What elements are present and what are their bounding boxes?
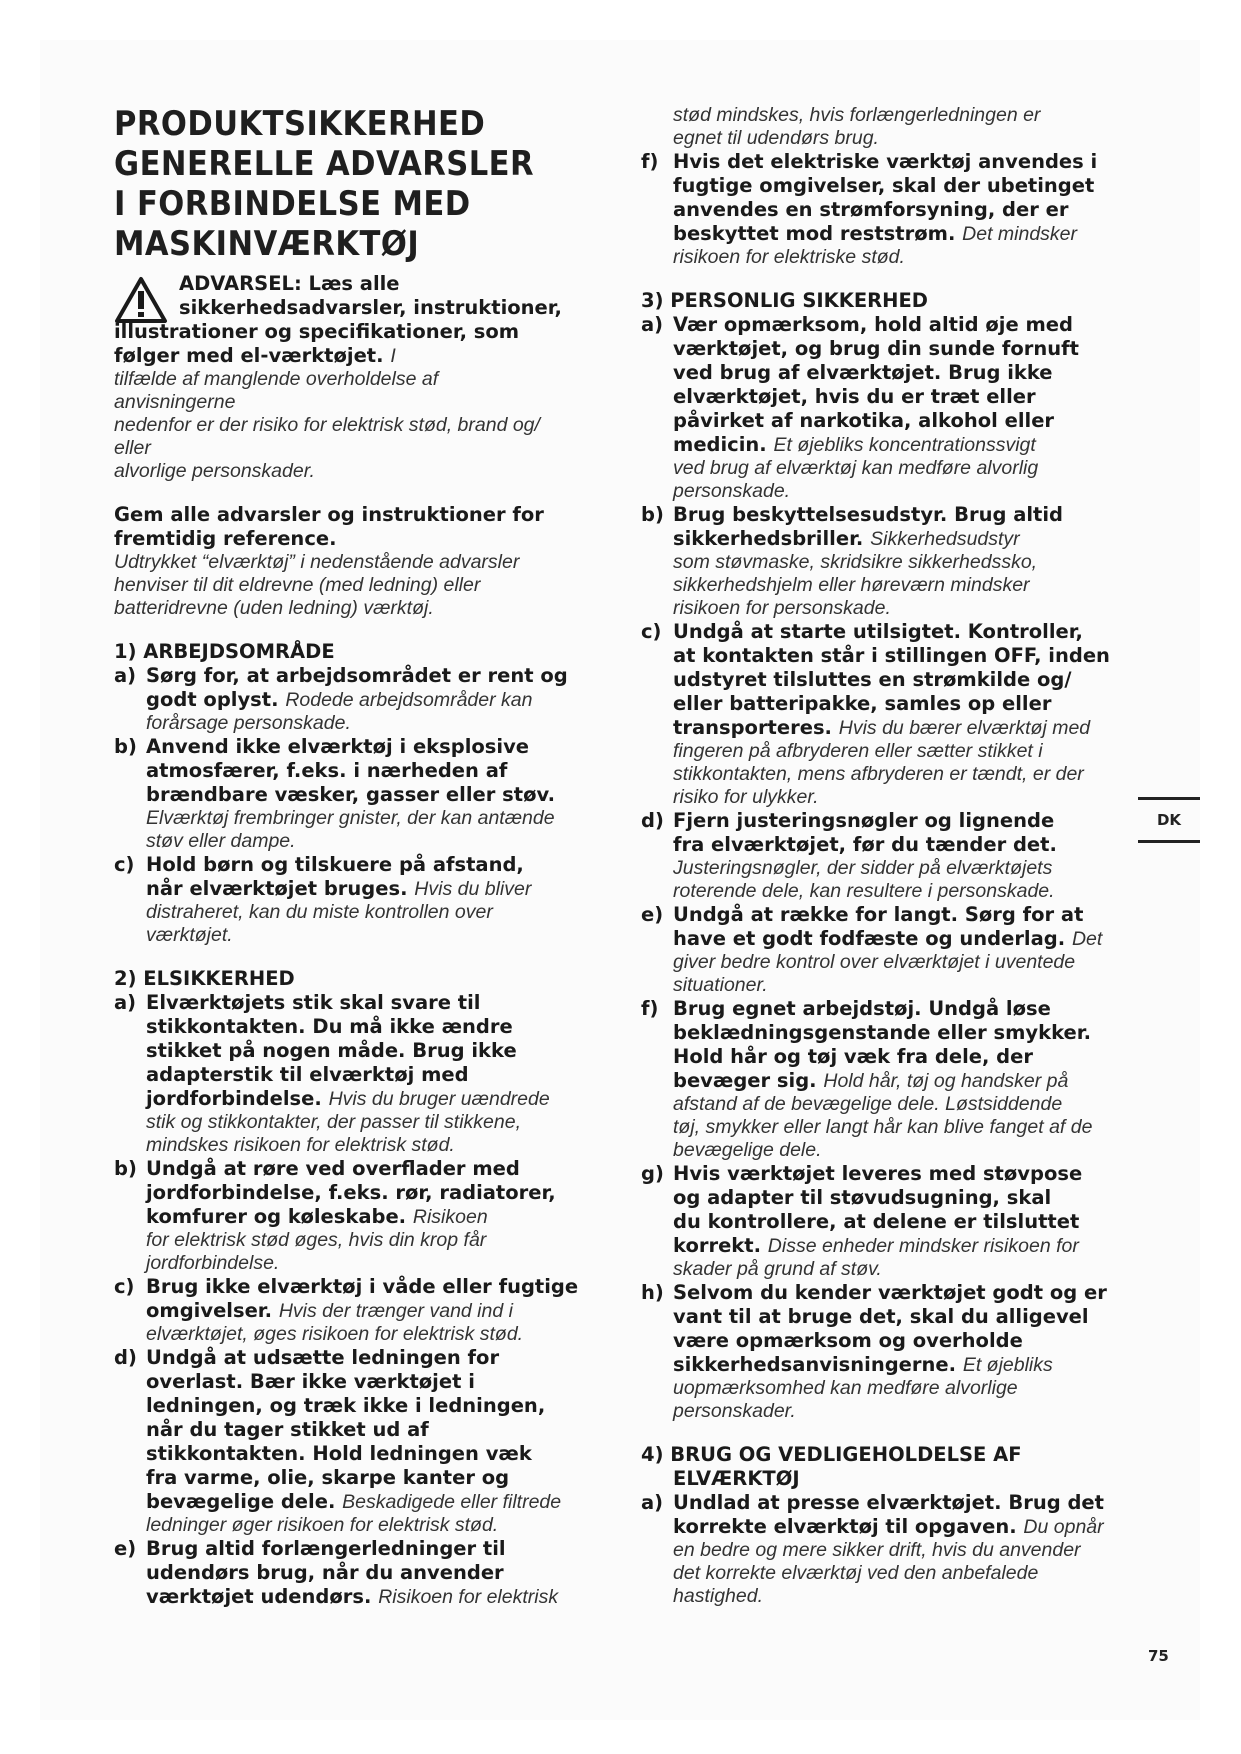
page-number: 75 [1148,1647,1169,1665]
warning-block: ADVARSEL: Læs alle sikkerhedsadvarsler, instruktioner, illustrationer og specifikationer, som følger med el-værktøjet. I tilfælde af manglende overholdelse af anvisningerne nedenfor er der risiko for elektrisk stød, brand og/ eller alvorlige personskader. [114,272,562,482]
list-item: a) Undlad at presse elværktøjet. Brug det korrekte elværktøj til opgaven. Du opnår en bedre og mere sikker drift, hvis du anvender det korrekte elværktøj ved den anbefalede hastighed. [641,1491,1104,1607]
list-item: a) Sørg for, at arbejdsområdet er rent og godt oplyst. Rodede arbejdsområder kan forårsage personskade. [114,664,568,734]
list-item: d) Fjern justeringsnøgler og lignende fra elværktøjet, før du tænder det. Justeringsnøgler, der sidder på elværktøjets roterende dele, kan resultere i personskade. [641,809,1057,902]
keep-instructions: Gem alle advarsler og instruktioner for fremtidig reference. Udtrykket “elværktøj” i nedenstående advarsler henviser til dit eldrevne (med ledning) eller batteridrevne (uden ledning) værktøj. [114,503,544,619]
list-item: g) Hvis værktøjet leveres med støvpose og adapter til støvudsugning, skal du kontrollere, at delene er tilsluttet korrekt. Disse enheder mindsker risikoen for skader på grund af støv. [641,1162,1083,1280]
list-item: f) Brug egnet arbejdstøj. Undgå løse beklædningsgenstande eller smykker. Hold hår og tøj væk fra dele, der bevæger sig. Hold hår, tøj og handsker på afstand af de bevægelige dele. Løstsiddende tøj, smykker eller langt hår kan blive fanget af de bevægelige dele. [641,997,1093,1161]
section-work-area: 1) ARBEJDSOMRÅDE a) Sørg for, at arbejdsområdet er rent og godt oplyst. Rodede arbejdsområder kan forårsage personskade. b) Anvend ikke elværktøj i eksplosive atmosfærer, f.eks. i nærheden af brændbare væsker, gasser eller støv. Elværktøj frembringer gnister, der kan antænde støv eller dampe. c) Hold børn og tilskuere på afstand, når elværktøjet bruges. Hvis du bliver distraheret, kan du miste kontrollen over værktøjet. [114,640,614,947]
warning-triangle-icon [114,276,168,324]
continued-text: stød mindskes, hvis forlængerledningen er egnet til udendørs brug. [673,104,1041,149]
page-title: PRODUKTSIKKERHED GENERELLE ADVARSLER I FORBINDELSE MED MASKINVÆRKTØJ [114,104,535,264]
section-electrical-safety: 2) ELSIKKERHED a) Elværktøjets stik skal svare til stikkontakten. Du må ikke ændre stikket på nogen måde. Brug ikke adapterstik til elværktøj med jordforbindelse. Hvis du bruger uændrede stik og stikkontakter, der passer til stikkene, mindskes risikoen for elektrisk stød. b) Undgå at røre ved overflader med jordforbindelse, f.eks. rør, radiatorer, komfurer og køleskabe. Risikoen for elektrisk stød øges, hvis din krop får jordforbindelse. c) Brug ikke elværktøj i våde eller fugtige omgivelser. Hvis der trænger vand ind i elværktøjet, øges risikoen for elektrisk stød. d) Undgå at udsætte ledningen for overlast. Bær ikke værktøjet i ledningen, og træk ikke i ledningen, når du tager stikket ud af stikkontakten. Hold ledningen væk fra varme, olie, skarpe kanter og bevægelige dele. Beskadigede eller filtrede ledninger øger risikoen for elektrisk stød. e) Brug altid forlængerledninger til udendørs brug, når du anvender værktøjet udendørs. Risikoen for elektrisk [114,967,614,1609]
list-item: d) Undgå at udsætte ledningen for overlast. Bær ikke værktøjet i ledningen, og træk ikke i ledningen, når du tager stikket ud af stikkontakten. Hold ledningen væk fra varme, olie, skarpe kanter og bevægelige dele. Beskadigede eller filtrede ledninger øger risikoen for elektrisk stød. [114,1346,562,1536]
section-personal-safety: 3) PERSONLIG SIKKERHED a) Vær opmærksom, hold altid øje med værktøjet, og brug din sunde fornuft ved brug af elværktøjet. Brug ikke elværktøjet, hvis du er træt eller påvirket af narkotika, alkohol eller medicin. Et øjebliks koncentrationssvigt ved brug af elværktøj kan medføre alvorlig personskade. b) Brug beskyttelsesudstyr. Brug altid sikkerhedsbriller. Sikkerhedsudstyr som støvmaske, skridsikre sikkerhedssko, sikkerhedshjelm eller høreværn mindsker risikoen for personskade. c) Undgå at starte utilsigtet. Kontroller, at kontakten står i stillingen OFF, inden udstyret tilsluttes en strømkilde og/ eller batteripakke, samles op eller transporteres. Hvis du bærer elværktøj med fingeren på afbryderen eller sætter stikket i stikkontakten, mens afbryderen er tændt, er der risiko for ulykker. d) Fjern justeringsnøgler og lignende fra elværktøjet, før du tænder det. Justeringsnøgler, der sidder på elværktøjets roterende dele, kan resultere i personskade. e) Undgå at række for langt. Sørg for at have et godt fodfæste og underlag. Det giver bedre kontrol over elværktøjet i uventede situationer. f) Brug egnet arbejdstøj. Undgå løse beklædningsgenstande eller smykker. Hold hår og tøj væk fra dele, der bevæger sig. Hold hår, tøj og handsker på afstand af de bevægelige dele. Løstsiddende tøj, smykker eller langt hår kan blive fanget af de bevægelige dele. g) Hvis værktøjet leveres med støvpose og adapter til støvudsugning, skal du kontrollere, at delene er tilsluttet korrekt. Disse enheder mindsker risikoen for skader på grund af støv. h) Selvom du kender værktøjet godt og er vant til at bruge det, skal du alligevel være opmærksom og overholde sikkerhedsanvisningerne. Et øjebliks uopmærksomhed kan medføre alvorlige personskader. [641,289,1141,1423]
list-item: e) Brug altid forlængerledninger til udendørs brug, når du anvender værktøjet udendørs. Risikoen for elektrisk [114,1537,559,1608]
list-item: a) Vær opmærksom, hold altid øje med værktøjet, og brug din sunde fornuft ved brug af elværktøjet. Brug ikke elværktøjet, hvis du er træt eller påvirket af narkotika, alkohol eller medicin. Et øjebliks koncentrationssvigt ved brug af elværktøj kan medføre alvorlig personskade. [641,313,1079,502]
left-column [114,104,614,1609]
list-item: c) Hold børn og tilskuere på afstand, når elværktøjet bruges. Hvis du bliver distraheret, kan du miste kontrollen over værktøjet. [114,853,532,946]
language-tab: DK [1138,797,1200,843]
list-item: b) Anvend ikke elværktøj i eksplosive atmosfærer, f.eks. i nærheden af brændbare væsker, gasser eller støv. Elværktøj frembringer gnister, der kan antænde støv eller dampe. [114,735,556,852]
list-item: e) Undgå at række for langt. Sørg for at have et godt fodfæste og underlag. Det giver bedre kontrol over elværktøjet i uventede situationer. [641,903,1103,996]
list-item: b) Undgå at røre ved overflader med jordforbindelse, f.eks. rør, radiatorer, komfurer og køleskabe. Risikoen for elektrisk stød øges, hvis din krop får jordforbindelse. [114,1157,556,1274]
list-item: b) Brug beskyttelsesudstyr. Brug altid sikkerhedsbriller. Sikkerhedsudstyr som støvmaske, skridsikre sikkerhedssko, sikkerhedshjelm eller høreværn mindsker risikoen for personskade. [641,503,1063,619]
list-item: f) Hvis det elektriske værktøj anvendes i fugtige omgivelser, skal der ubetinget anvendes en strømforsyning, der er beskyttet mod reststrøm. Det mindsker risikoen for elektriske stød. [641,150,1098,268]
section-use-and-maintenance: 4) BRUG OG VEDLIGEHOLDELSE AF ELVÆRKTØJ a) Undlad at presse elværktøjet. Brug det korrekte elværktøj til opgaven. Du opnår en bedre og mere sikker drift, hvis du anvender det korrekte elværktøj ved den anbefalede hastighed. [641,1443,1141,1608]
right-column [641,104,1141,1608]
list-item: c) Undgå at starte utilsigtet. Kontroller, at kontakten står i stillingen OFF, inden udstyret tilsluttes en strømkilde og/ eller batteripakke, samles op eller transporteres. Hvis du bærer elværktøj med fingeren på afbryderen eller sætter stikket i stikkontakten, mens afbryderen er tændt, er der risiko for ulykker. [641,620,1110,808]
list-item: c) Brug ikke elværktøj i våde eller fugtige omgivelser. Hvis der trænger vand ind i elværktøjet, øges risikoen for elektrisk stød. [114,1275,579,1345]
list-item: h) Selvom du kender værktøjet godt og er vant til at bruge det, skal du alligevel være opmærksom og overholde sikkerhedsanvisningerne. Et øjebliks uopmærksomhed kan medføre alvorlige personskader. [641,1281,1107,1422]
list-item: a) Elværktøjets stik skal svare til stikkontakten. Du må ikke ændre stikket på nogen måde. Brug ikke adapterstik til elværktøj med jordforbindelse. Hvis du bruger uændrede stik og stikkontakter, der passer til stikkene, mindskes risikoen for elektrisk stød. [114,991,550,1156]
